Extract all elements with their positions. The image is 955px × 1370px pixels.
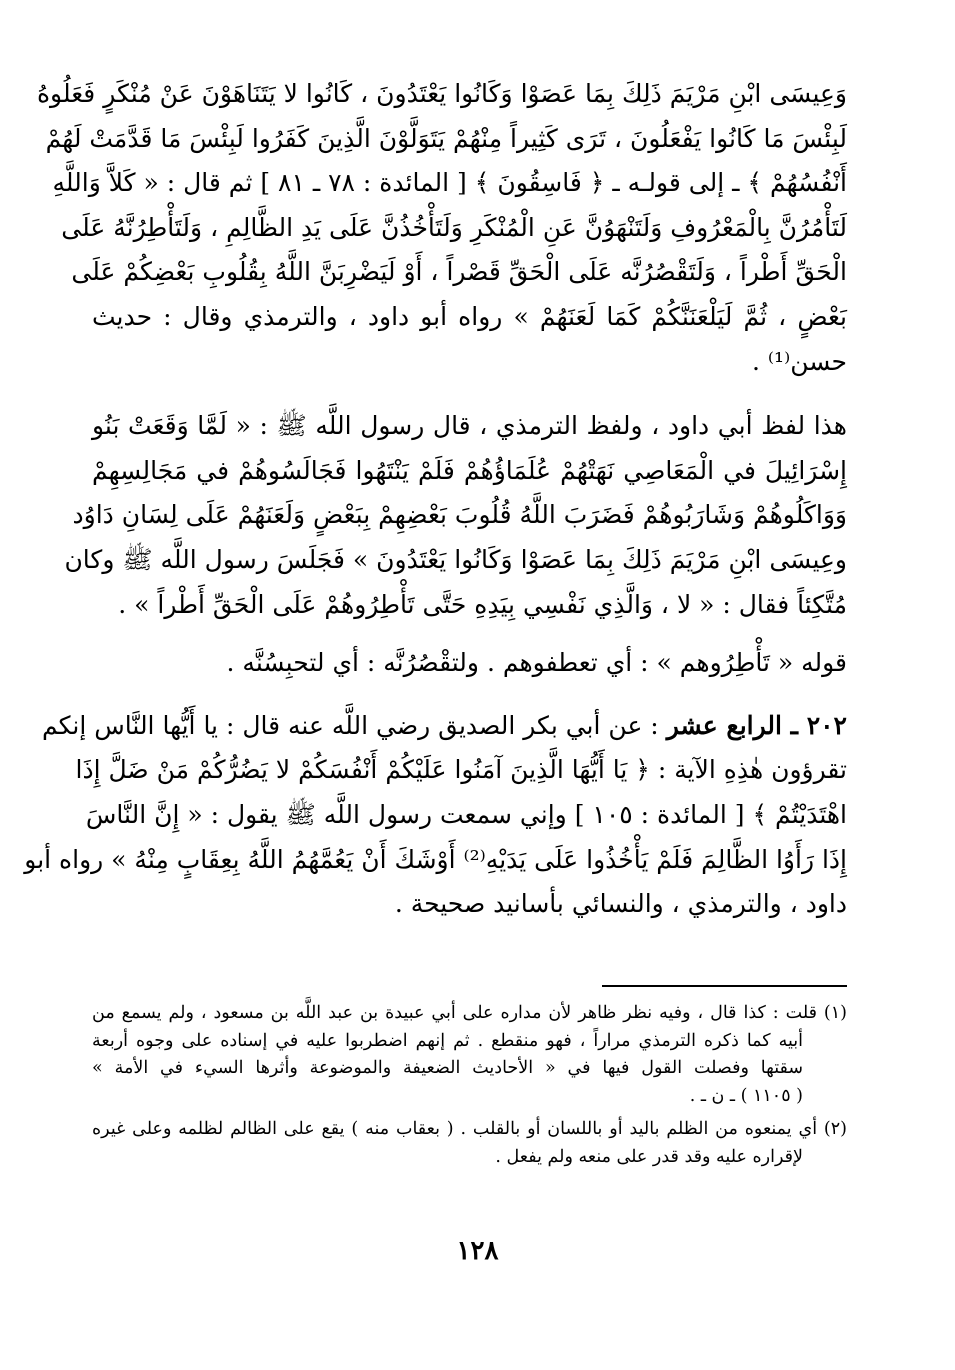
text-line: وَوَاكَلُوهُمْ وَشَارَبُوهُمْ فَضَرَبَ اللَّهُ قُلُوبَ بَعْضِهِمْ بِبَعْضٍ وَلَعَنَهُمْ عَلَى لِسَانِ دَاوُد (72, 500, 847, 530)
text-line: قوله « تَأْطِرُوهم » : أي تعطفوهم . ولتقْصُرُنَّه : أي لتحبِسُنَّه . (226, 648, 847, 678)
text-line: اهْتَدَيْتُمْ ﴾ [ المائدة : ١٠٥ ] وإني سمعت رسول اللَّه ﷺ يقول : « إِنَّ النَّاسَ (85, 799, 847, 829)
text-line: وعِيسَى ابْنِ مَرْيَمَ ذَلِكَ بِمَا عَصَوْا وَكَانُوا يَعْتَدُونَ » فَجَلَسَ رسول اللَّه ﷺ وكان (64, 544, 847, 574)
hadith-text: : عن أبي بكر الصديق رضي اللَّه عنه قال : يا أَيُّها النَّاس إنكم (41, 710, 667, 740)
text-line: أَنْفُسُهُمْ ﴾ ـ إلى قولـه ـ ﴿ فَاسِقُونَ ﴾ [ المائدة : ٧٨ ـ ٨١ ] ثم قال : « كَلاَّ وَاللَّهِ (52, 168, 847, 198)
footnote-line: لإقراره عليه وقد قدر على منعه ولم يفعل . (495, 1146, 803, 1167)
text-line: لَبِئْسَ مَا كَانُوا يَفْعَلُونَ ، تَرَى كَثِيراً مِنْهُمْ يَتَوَلَّوْنَ الَّذِينَ كَفَرُوا لَبِئْسَ مَا قَدَّمَتْ لَهُمْ (45, 123, 847, 153)
hadith-number: ٢٠٢ ـ الرابع عشر (666, 710, 847, 740)
footnote-divider (602, 985, 847, 987)
footnote-line: سقتها وفصلت القول فيها في « الأحاديث الضعيفة والموضوعة وأثرها السيء في الأمة » (92, 1058, 803, 1078)
text-line: لَتَأْمُرُنَّ بِالْمَعْرُوفِ وَلَتَنْهَوُنَّ عَنِ الْمُنْكَرِ وَلَتَأْخُذُنَّ عَلَى يَدِ الظَّالِمِ ، وَلَتَأْطِرُنَّهُ عَلَى (61, 212, 847, 242)
text-line: الْحَقِّ أَطْراً ، وَلَتَقْصُرُنَّه عَلَى الْحَقِّ قَصْراً ، أَوْ لَيَضْرِبَنَّ اللَّهُ بِقُلُوبِ بَعْضِكُمْ عَلَى (71, 257, 847, 287)
footnote-line: ( ١١٠٥ ) ـ ن ـ . (689, 1085, 803, 1106)
text-line: بَعْضٍ ، ثُمَّ لَيَلْعَنَنَّكُمْ كَمَا لَعَنَهُمْ » رواه أبو داود ، والترمذي وقال : حديث (92, 301, 847, 331)
text-line: مُتَّكِئاً فقال : « لا ، وَالَّذِي نَفْسِي بِيَدِهِ حَتَّى تَأْطِرُوهُمْ عَلَى الْحَقِّ أَطْراً » . (118, 589, 847, 619)
page-number: ١٢٨ (456, 1236, 499, 1266)
footnote-line: أبيه كما ذكره الترمذي مراراً ، فهو منقطع . ثم إنهم اضطربوا عليه في إسناده على وجوه أربعة (92, 1030, 803, 1051)
text-line: داود ، والترمذي ، والنسائي بأسانيد صحيحة . (394, 889, 847, 919)
text-line: تقرؤون هٰذِهِ الآية : ﴿ يَا أَيُّهَا الَّذِينَ آمَنُوا عَلَيْكُمْ أَنْفُسَكُمْ لا يَضُرُّكُمْ مَنْ ضَلَّ إِذَا (75, 755, 847, 785)
paragraph-hadith-202 (24, 704, 847, 927)
paragraph-tirmidhi-wording (64, 404, 847, 627)
footnote-line: (٢) أي يمنعوه من الظلم باليد أو باللسان أو بالقلب . ( بعقاب منه ) يقع على الظالم لظلمه وعلى غيره (92, 1119, 847, 1139)
text-line: إِذَا رَأَوُا الظَّالِمَ فَلَمْ يَأْخُذُوا عَلَى يَدَيْهِ⁽²⁾ أَوْشَكَ أَنْ يَعُمَّهُمُ اللَّهُ بِعِقَابٍ مِنْهُ » رواه أبو (24, 844, 847, 874)
paragraph-word-explanation (92, 641, 847, 686)
paragraph-hadith-continuation (36, 72, 847, 384)
footnotes (92, 1000, 847, 1177)
text-line: حسن⁽¹⁾ . (751, 346, 847, 376)
text-line: إِسْرَائِيلَ في الْمَعَاصِي نَهَتْهُمْ عُلَمَاؤُهُمْ فَلَمْ يَنْتَهُوا فَجَالَسُوهُمْ في مَجَالِسِهِمْ (92, 455, 847, 485)
text-line: هذا لفظ أبي داود ، ولفظ الترمذي ، قال رسول اللَّه ﷺ : « لَمَّا وَقَعَتْ بَنُو (92, 411, 847, 441)
footnote-2 (92, 1116, 847, 1171)
text-line (41, 704, 847, 749)
footnote-line: (١) قلت : كذا قال ، وفيه نظر ظاهر لأن مداره على أبي عبيدة بن عبد اللَّه بن مسعود ، ولم يسمع من (92, 1003, 847, 1023)
text-line: وَعِيسَى ابْنِ مَرْيَمَ ذَلِكَ بِمَا عَصَوْا وَكَانُوا يَعْتَدُونَ ، كَانُوا لا يَتَنَاهَوْنَ عَنْ مُنْكَرٍ فَعَلُوهُ (36, 79, 847, 108)
footnote-1 (92, 1000, 847, 1110)
